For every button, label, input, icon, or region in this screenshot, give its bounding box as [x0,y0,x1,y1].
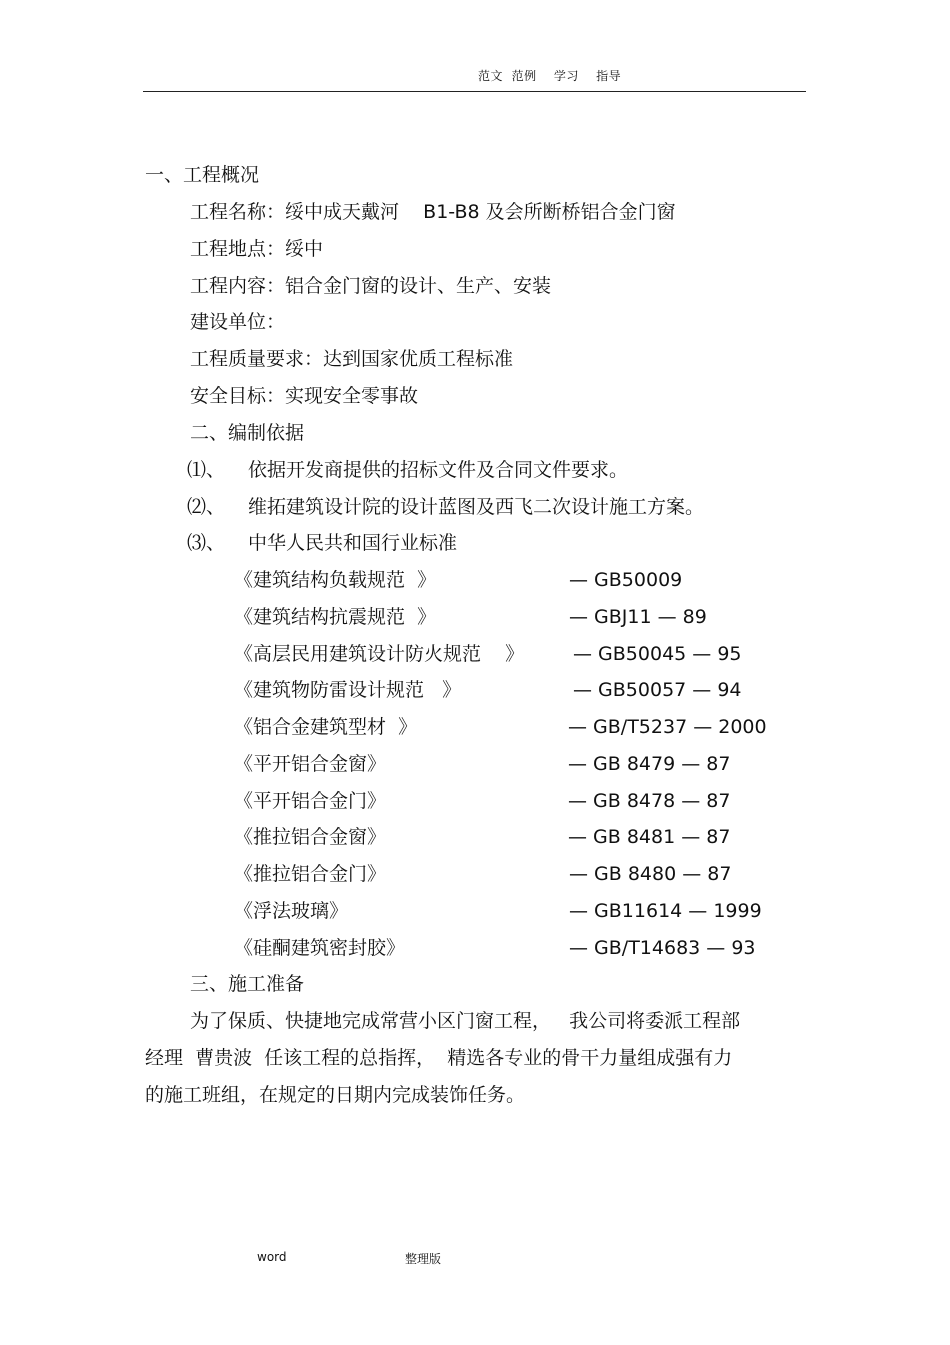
standard-code: — GB50057 — 94 [573,679,742,701]
standard-name: 《建筑物防雷设计规范 》 [234,679,462,701]
standard-name: 《平开铝合金窗》 [234,753,387,775]
standard-code: — GB/T5237 — 2000 [568,716,767,738]
basis-num-3: ⑶、 [187,532,226,554]
project-content: 工程内容：铝合金门窗的设计、生产、安装 [190,275,552,297]
quality-requirement: 工程质量要求：达到国家优质工程标准 [190,348,514,370]
standard-code: — GB/T14683 — 93 [569,937,756,959]
standard-code: — GB50009 [569,569,683,591]
section3-title: 三、施工准备 [190,973,305,995]
standard-code: — GB 8480 — 87 [569,863,732,885]
paragraph-line-3: 的施工班组，在规定的日期内完成装饰任务。 [145,1084,526,1106]
footer-right: 整理版 [405,1252,442,1266]
standard-code: — GB 8481 — 87 [568,826,731,848]
header-rule [143,91,806,92]
section1-title: 一、工程概况 [145,164,260,186]
standard-code: — GBJ11 — 89 [569,606,707,628]
standard-code: — GB 8479 — 87 [568,753,731,775]
header-text: 范文 范例 学习 指导 [478,69,622,83]
basis-text-1: 依据开发商提供的招标文件及合同文件要求。 [248,459,629,481]
standard-name: 《推拉铝合金门》 [234,863,387,885]
project-location: 工程地点：绥中 [190,238,324,260]
standard-name: 《平开铝合金门》 [234,790,387,812]
standard-code: — GB50045 — 95 [573,643,742,665]
footer-left: word [257,1250,287,1264]
basis-text-3: 中华人民共和国行业标准 [248,532,458,554]
standard-name: 《推拉铝合金窗》 [234,826,387,848]
construction-unit: 建设单位： [190,311,286,333]
standard-name: 《浮法玻璃》 [234,900,349,922]
basis-num-1: ⑴、 [187,459,226,481]
paragraph-line-2: 经理 曹贵波 任该工程的总指挥， 精选各专业的骨干力量组成强有力 [145,1047,733,1069]
paragraph-line-1: 为了保质、快捷地完成常营小区门窗工程， 我公司将委派工程部 [190,1010,741,1032]
project-name: 工程名称：绥中成天戴河 B1-B8 及会所断桥铝合金门窗 [190,201,676,223]
standard-code: — GB 8478 — 87 [568,790,731,812]
standard-name: 《建筑结构抗震规范 》 [234,606,437,628]
basis-num-2: ⑵、 [187,496,226,518]
standard-name: 《硅酮建筑密封胶》 [234,937,406,959]
standard-name: 《建筑结构负载规范 》 [234,569,437,591]
standard-name: 《铝合金建筑型材 》 [234,716,418,738]
basis-text-2: 维拓建筑设计院的设计蓝图及西飞二次设计施工方案。 [248,496,705,518]
standard-name: 《高层民用建筑设计防火规范 》 [234,643,525,665]
standard-code: — GB11614 — 1999 [569,900,762,922]
section2-title: 二、编制依据 [190,422,305,444]
safety-goal: 安全目标：实现安全零事故 [190,385,419,407]
